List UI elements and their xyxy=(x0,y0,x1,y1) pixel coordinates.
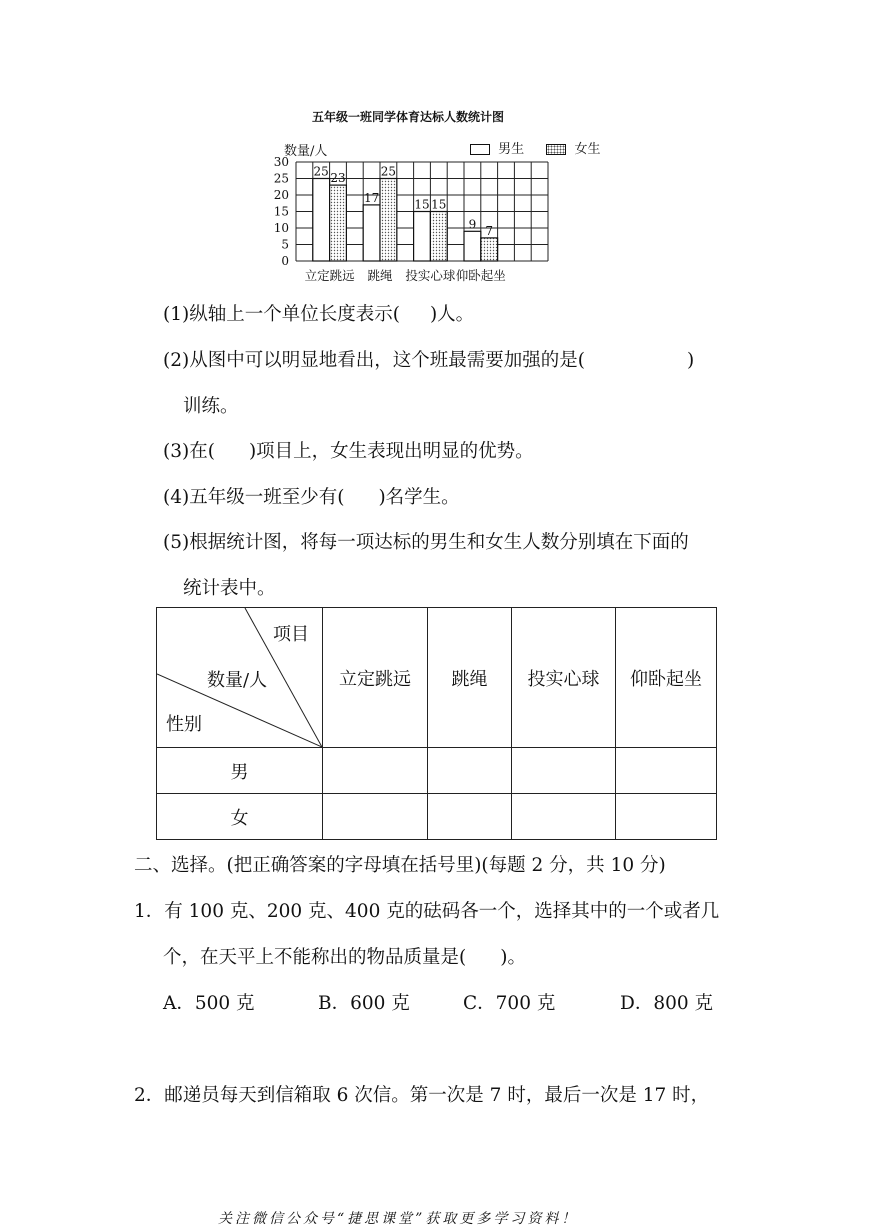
bar-chart-svg xyxy=(0,0,870,300)
section-2-heading: 二、选择。(把正确答案的字母填在括号里)(每题 2 分，共 10 分) xyxy=(134,855,666,876)
y-axis-label: 数量/人 xyxy=(284,144,328,159)
choice-question-2: 2．邮递员每天到信箱取 6 次信。第一次是 7 时，最后一次是 17 时， xyxy=(134,1085,710,1106)
choice-question-1-line2 xyxy=(163,943,526,969)
bar-value-label: 23 xyxy=(330,171,346,186)
bar-value-label: 15 xyxy=(431,197,447,212)
option-c[interactable]: C．700 克 xyxy=(463,993,556,1014)
question-2-text: (2)从图中可以明显地看出，这个班最需要加强的是( xyxy=(163,350,585,371)
y-tick-label: 25 xyxy=(273,171,289,186)
legend-label-girls: 女生 xyxy=(574,142,601,157)
question-4-text-end: )名学生。 xyxy=(378,487,460,508)
column-header: 立定跳远 xyxy=(323,608,428,748)
option-a[interactable]: A．500 克 xyxy=(163,993,255,1014)
question-2 xyxy=(163,346,694,372)
question-3-text-end: )项目上，女生表现出明显的优势。 xyxy=(248,441,534,462)
footer-note: 关注微信公众号“捷思课堂”获取更多学习资料！ xyxy=(218,1211,579,1227)
y-tick-label: 15 xyxy=(273,204,289,219)
y-tick-label: 20 xyxy=(273,188,289,202)
table-cell[interactable] xyxy=(616,748,717,794)
table-row-girls xyxy=(157,794,717,840)
choice-question-1: 1．有 100 克、200 克、400 克的砝码各一个，选择其中的一个或者几 xyxy=(134,901,720,922)
table-cell[interactable] xyxy=(323,794,428,840)
bar-value-label: 9 xyxy=(468,217,477,232)
table-cell[interactable] xyxy=(323,748,428,794)
option-b[interactable]: B．600 克 xyxy=(318,993,410,1014)
column-header: 投实心球 xyxy=(512,608,616,748)
x-category-label: 投实心球 xyxy=(405,268,456,283)
table-cell[interactable] xyxy=(616,794,717,840)
bar-boys xyxy=(313,179,330,262)
table-cell[interactable] xyxy=(428,794,512,840)
question-2-line2: 训练。 xyxy=(183,396,239,417)
x-category-label: 立定跳远 xyxy=(304,268,355,283)
y-tick-label: 30 xyxy=(273,155,289,169)
table-cell[interactable] xyxy=(512,748,616,794)
y-tick-label: 0 xyxy=(281,254,289,268)
question-4-text: (4)五年级一班至少有( xyxy=(163,487,345,508)
question-3-text: (3)在( xyxy=(163,441,215,462)
header-gender: 性别 xyxy=(166,714,202,735)
question-3 xyxy=(163,437,534,463)
choice-question-1-text: 个，在天平上不能称出的物品质量是( xyxy=(163,947,467,968)
question-4 xyxy=(163,483,460,509)
bar-value-label: 25 xyxy=(313,164,329,179)
table-row-boys xyxy=(157,748,717,794)
bar-boys xyxy=(363,205,380,261)
table-cell[interactable] xyxy=(512,794,616,840)
statistics-table xyxy=(156,607,717,840)
header-project: 项目 xyxy=(273,624,309,645)
x-category-label: 仰卧起坐 xyxy=(455,268,506,283)
header-quantity: 数量/人 xyxy=(207,670,268,691)
question-5: (5)根据统计图，将每一项达标的男生和女生人数分别填在下面的 xyxy=(163,532,689,553)
x-category-label: 跳绳 xyxy=(367,268,393,283)
bar-value-label: 17 xyxy=(363,190,380,205)
y-tick-label: 10 xyxy=(273,221,289,235)
chart-title: 五年级一班同学体育达标人数统计图 xyxy=(312,110,505,124)
row-label-girls: 女 xyxy=(157,794,323,840)
row-label-boys: 男 xyxy=(157,748,323,794)
table-header-row xyxy=(157,608,717,748)
y-tick-label: 5 xyxy=(281,237,289,252)
column-header: 跳绳 xyxy=(428,608,512,748)
diagonal-header-cell xyxy=(157,608,323,748)
bar-girls xyxy=(430,212,447,262)
question-1 xyxy=(163,300,474,326)
bar-girls xyxy=(481,238,498,261)
question-1-text: (1)纵轴上一个单位长度表示( xyxy=(163,304,400,325)
bar-value-label: 15 xyxy=(414,197,430,212)
bar-girls xyxy=(380,179,397,262)
bar-girls xyxy=(330,185,347,261)
bar-value-label: 25 xyxy=(380,164,397,179)
option-d[interactable]: D．800 克 xyxy=(620,993,714,1014)
legend-label-boys: 男生 xyxy=(498,142,525,157)
question-1-text-end: )人。 xyxy=(429,304,475,325)
choice-question-1-text-end: )。 xyxy=(500,947,526,968)
bar-boys xyxy=(414,212,431,262)
bar-value-label: 7 xyxy=(485,223,494,238)
column-header: 仰卧起坐 xyxy=(616,608,717,748)
question-2-text-end: ) xyxy=(686,350,695,371)
question-5-line2: 统计表中。 xyxy=(183,578,276,599)
bar-boys xyxy=(464,231,481,261)
table-cell[interactable] xyxy=(428,748,512,794)
